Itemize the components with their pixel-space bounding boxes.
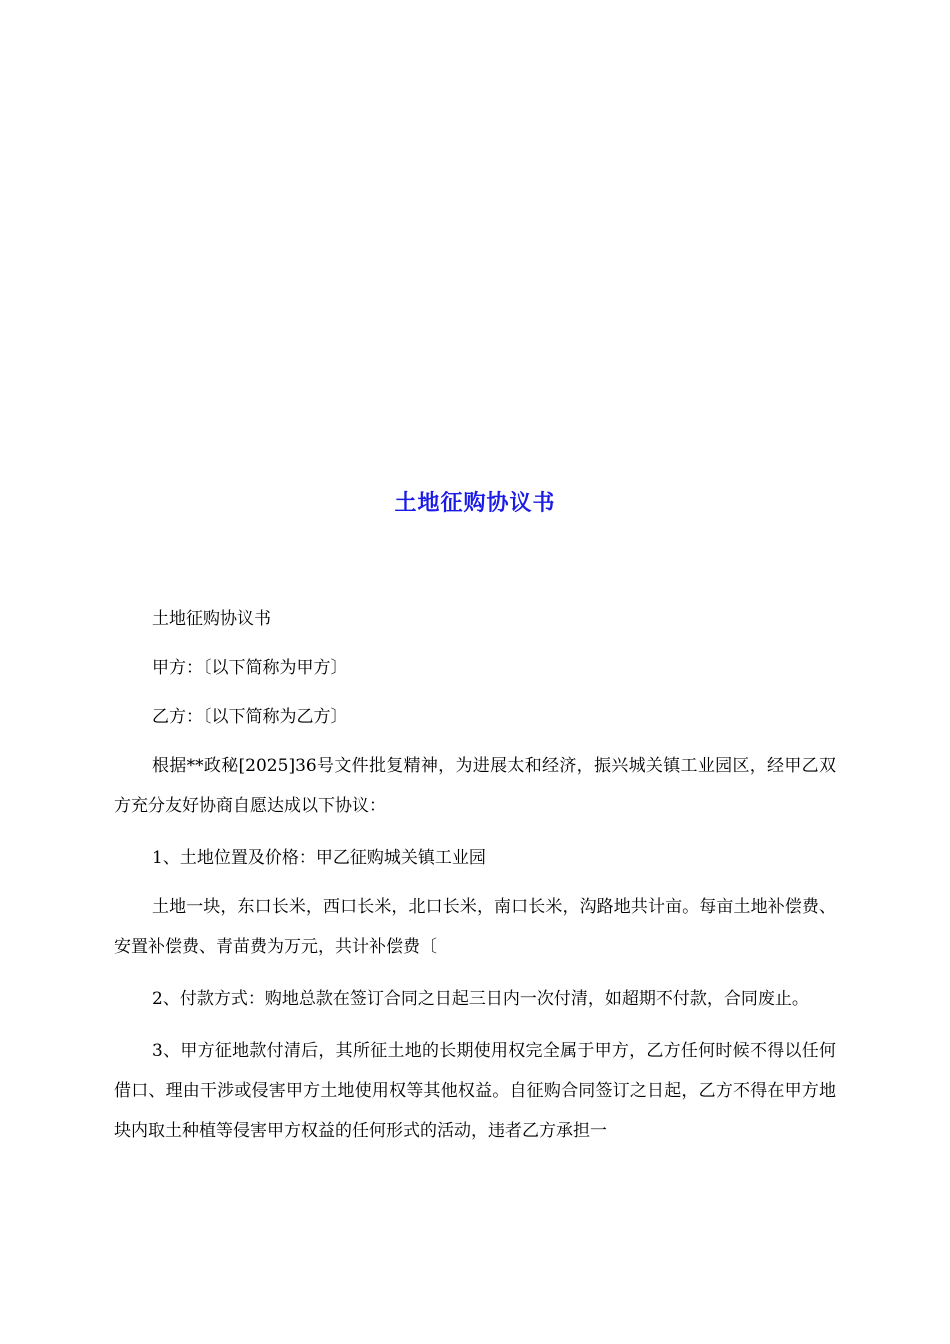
paragraph-land-details: 土地一块，东口长米，西口长米，北口长米，南口长米，沟路地共计亩。每亩土地补偿费、安置补偿费、青苗费为万元，共计补偿费〔 [114, 897, 836, 957]
document-title: 土地征购协议书 [394, 490, 556, 516]
document-body [114, 602, 836, 1166]
paragraph-clause-1: 1、土地位置及价格：甲乙征购城关镇工业园 [152, 848, 486, 868]
paragraph-party-a: 甲方：〔以下简称为甲方〕 [152, 658, 348, 678]
paragraph-heading: 土地征购协议书 [152, 609, 271, 629]
paragraph-party-b: 乙方：〔以下简称为乙方〕 [152, 707, 348, 727]
paragraph-basis: 根据**政秘[2025]36号文件批复精神，为进展太和经济，振兴城关镇工业园区，经甲乙双方充分友好协商自愿达成以下协议： [114, 756, 836, 816]
paragraph-clause-2: 2、付款方式：购地总款在签订合同之日起三日内一次付清，如超期不付款，合同废止。 [152, 989, 809, 1009]
paragraph-clause-3: 3、甲方征地款付清后，其所征土地的长期使用权完全属于甲方，乙方任何时候不得以任何借口、理由干涉或侵害甲方土地使用权等其他权益。自征购合同签订之日起，乙方不得在甲方地块内取土种植等侵害甲方权益的任何形式的活动，违者乙方承担一 [114, 1041, 836, 1141]
